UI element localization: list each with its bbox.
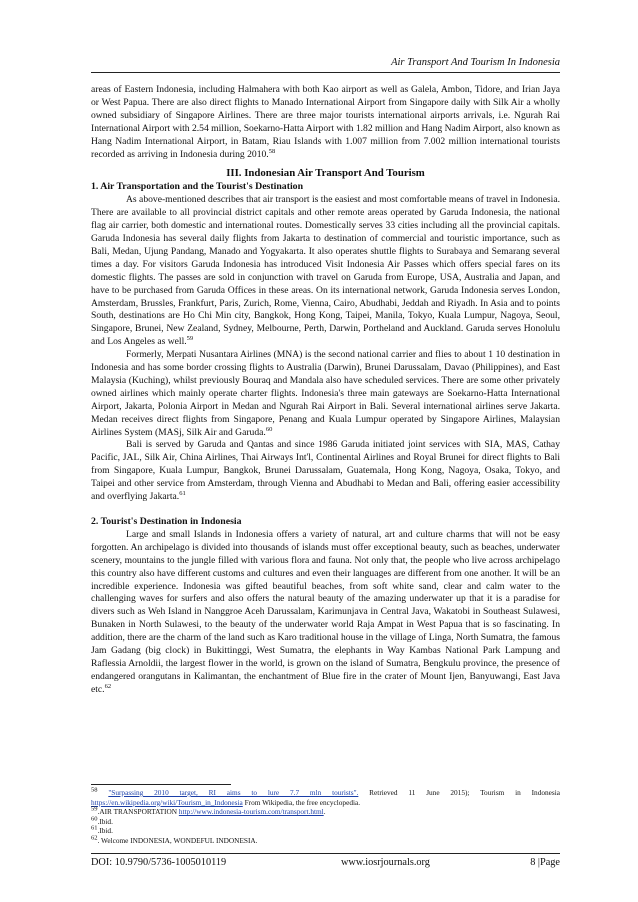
footnote: $^{60}$.Ibid. xyxy=(91,815,113,826)
body-text xyxy=(91,84,560,697)
footnote-ref[interactable]: 61 xyxy=(179,489,186,497)
footer-rule xyxy=(91,853,560,854)
footnote-link[interactable]: "Surpassing 2010 target, RI aims to lure 7.7 mln tourists". xyxy=(108,788,359,797)
footnote-rule xyxy=(91,784,231,785)
paragraph: Formerly, Merpati Nusantara Airlines (MNA) is the second national carrier and flies to about 1 10 destination in Indonesia and has some border crossing flights to Australia (Darwin), Brunei Darussalam, Davao (Philippines), and East Malaysia (Kuching), whilst previously Bouraq and Mandala also have scheduled services. There are some other privately owned airlines which mainly operate charter flights. Indonesia's three main gateways are Soekarno-Hatta International Airport, Jakarta, Polonia Airport in Medan and Ngurah Rai Airport in Bali. Several international airlines serve Jakarta. Medan receives direct flights from Singapore, Penang and Kuala Lumpur operated by Singapore Airlines, Malaysian Airlines System (MASj, Silk Air and Garuda.$^{60}$ xyxy=(91,349,560,438)
footnote-ref[interactable]: 62 xyxy=(104,682,112,690)
footnote-ref[interactable]: 60 xyxy=(265,425,273,433)
footnote-link[interactable]: https://en.wikipedia.org/wiki/Tourism_in_Indonesia xyxy=(91,797,243,807)
paragraph: Large and small Islands in Indonesia offers a variety of natural, art and culture charms that will not be easy forgotten. An archipelago is divided into thousands of islands must offer exceptional beauty, such as beaches, underwater scenery, mountains to the jungle filled with various flora and fauna. Not only that, the people who live across archipelago this country also have different customs and cultures and even their languages are different from one another. It will be an incredible experience. Indonesia was gifted beautiful beaches, from soft white sand, clear and calm water to the challenging waves for surfers and also offers the natural beauty of the amazing underwater up that it is a paradise for divers such as Weh Island in Nanggroe Aceh Darussalam, Karimunjava in Central Java, Wakatobi in Southeast Sulawesi, Bunaken in North Sulawesi, to the beauty of the underwater world Raja Ampat in West Papua that is so fascinating. In addition, there are the charm of the land such as Karo traditional house in the village of Linga, North Sumatra, the famous Jam Gadang (big clock) in Bukittinggi, West Sumatra, the elephants in Way Kambas National Park Lampung and Raflessia Arnoldii, the largest flower in the world, is grown on the island of Sumatra, Bengkulu province, the presence of endangered orangutans in Kalimantan, the enchantment of Blue fire in the crater of Mount Ijen, Banyuwangi, East Java etc.$^{62}$ xyxy=(91,528,560,695)
journal-site-link[interactable]: www.iosrjournals.org xyxy=(341,857,430,868)
doi-label: DOI: 10.9790/5736-1005010119 xyxy=(91,857,227,868)
header-rule xyxy=(91,72,560,73)
footnote: $^{61}$.Ibid. xyxy=(91,824,113,836)
paragraph: Bali is served by Garuda and Qantas and since 1986 Garuda initiated joint services with SIA, MAS, Cathay Pacific, JAL, Silk Air, China Airlines, Thai Airways Int'l, Continental Airlines and Royal Brunei for direct flights to Bali from Singapore, Kuala Lumpur, Bangkok, Brunei Darussalam, Guatemala, Hong Kong, Nagoya, Osaka, Tokyo, and Taipei and other service from Amsterdam, through Vienna and Abudhabi to Medan and Bali, offering easier accessibility and overflying Jakarta.$^{61}$ xyxy=(91,439,560,503)
subsection-heading-2: 2. Tourist's Destination in Indonesia xyxy=(91,516,242,527)
intro-paragraph: areas of Eastern Indonesia, including Halmahera with both Kao airport as well as Galela, Ambon, Tidore, and Irian Jaya or West Papua. There are also direct flights to Manado International Airport from Singapore daily with Silk Air a wholly owned subsidiary of Singapore Airlines. There are three major tourists international airports arrivals, i.e. Ngurah Rai International Airport with 2.54 million, Soekarno-Hatta Airport with 1.82 million and Hang Nadim Airport, also known as Hang Nadim International Airport, in Batam, Riau Islands with 1.007 million from 7.002 million international tourists recorded as arriving in Indonesia during 2010.58 xyxy=(91,84,560,160)
footnote-link[interactable]: http://www.indonesia-tourism.com/transport.html xyxy=(178,807,324,817)
paragraph: As above-mentioned describes that air transport is the easiest and most comfortable means of travel in Indonesia. There are available to all provincial district capitals and other remote areas operated by Garuda Indonesia, the national flag air carrier, both domestic and international routes. Domestically serves 33 cities including all the provincial capitals. Garuda Indonesia has several daily flights from Jakarta to destination of commercial and touristic importance, such as Bali, Medan, Ujung Pandang, Manado and Yogyakarta. It also operates shuttle flights to Surabaya and Semarang several times a day. For visitors Garuda Indonesia has introduced Visit Indonesia Air Passes which offers special fares on its domestic flights. The passes are sold in conjunction with travel on Garuda from Europe, USA, Australia and Japan, and have to be purchased from Garuda Offices in these areas. On its international network, Garuda Indonesia serves London, Amsterdam, Brussles, Frankfurt, Paris, Zurich, Rome, Vienna, Cairo, Abudhabi, Jeddah and Riyadh. In Asia and to points South, destinations are Ho Chi Min city, Bangkok, Hong Kong, Taipei, Manila, Tokyo, Kuala Lumpur, Nagoya, Seoul, Singapore, Brunei, New Zealand, Sydney, Melbourne, Perth, Darwin, Portheland and Auckland. Garuda serves Honolulu and Los Angeles as well.$^{59}$ xyxy=(91,194,560,348)
footnote-ref[interactable]: 59 xyxy=(186,335,194,343)
footnote: $^{59}$.AIR TRANSPORTATION http://www.indonesia-tourism.com/transport.html. xyxy=(91,805,326,817)
footnote: $^{62}$. Welcome INDONESIA, WONDEFUL INDONESIA. xyxy=(91,834,258,845)
footnotes xyxy=(91,788,560,846)
subsection-heading-1: 1. Air Transportation and the Tourist's Destination xyxy=(91,181,304,193)
section-heading: III. Indonesian Air Transport And Tourism xyxy=(226,167,425,180)
running-header: Air Transport And Tourism In Indonesia xyxy=(391,57,560,68)
footnote: $^{58}$ "Surpassing 2010 target, RI aims to lure 7.7 mln tourists". Retrieved 11 June 2015); Tourism in Indonesia https://en.wikipedia.org/wiki/Tourism_in_Indonesia From Wikipedia, the free encyclopedia. xyxy=(91,786,560,807)
footnote-ref[interactable]: 58 xyxy=(268,147,276,155)
page-number: 8 |Page xyxy=(530,857,560,868)
